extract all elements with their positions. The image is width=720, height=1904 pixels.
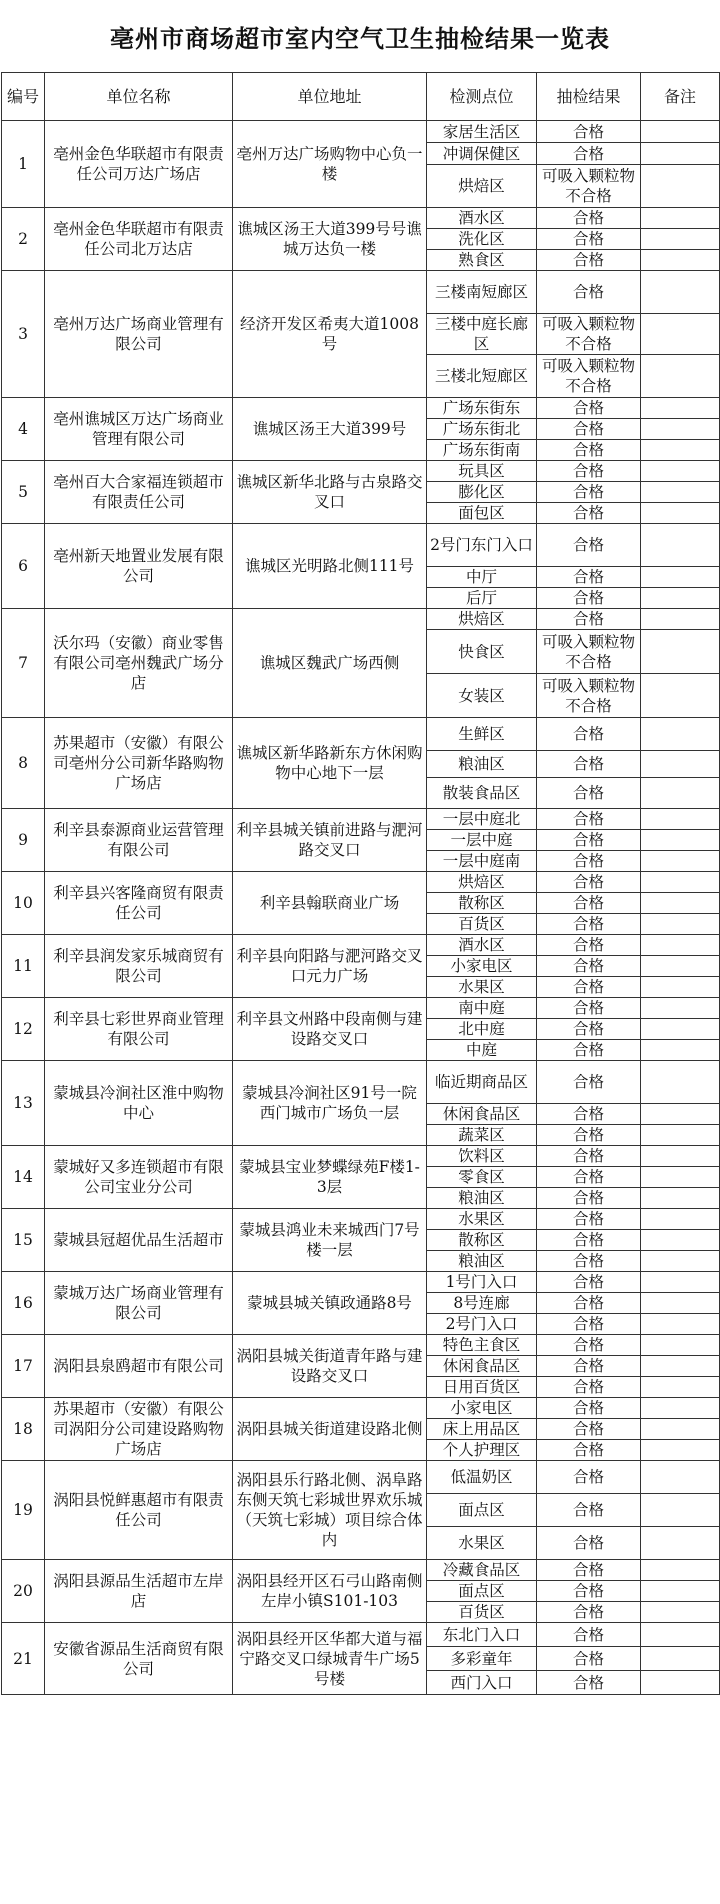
header-result: 抽检结果 [537, 73, 641, 121]
cell-test-point: 百货区 [427, 914, 537, 935]
cell-unit-address: 蒙城县冷涧社区91号一院西门城市广场负一层 [233, 1061, 427, 1146]
cell-result: 可吸入颗粒物不合格 [537, 674, 641, 718]
cell-test-point: 三楼中庭长廊区 [427, 314, 537, 355]
cell-result: 合格 [537, 1377, 641, 1398]
cell-test-point: 百货区 [427, 1602, 537, 1623]
cell-result: 合格 [537, 809, 641, 830]
cell-unit-address: 涡阳县城关街道建设路北侧 [233, 1398, 427, 1461]
cell-remark [641, 419, 720, 440]
cell-test-point: 一层中庭南 [427, 851, 537, 872]
cell-unit-address: 涡阳县经开区华都大道与福宁路交叉口绿城青牛广场5号楼 [233, 1623, 427, 1695]
cell-remark [641, 271, 720, 314]
header-no: 编号 [2, 73, 45, 121]
cell-unit-address: 谯城区汤王大道399号 [233, 398, 427, 461]
cell-remark [641, 1647, 720, 1671]
cell-unit-address: 蒙城县宝业梦蝶绿苑F楼1-3层 [233, 1146, 427, 1209]
cell-unit-name: 蒙城县冷涧社区淮中购物中心 [45, 1061, 233, 1146]
cell-test-point: 散称区 [427, 893, 537, 914]
table-row [2, 872, 720, 893]
cell-remark [641, 503, 720, 524]
cell-result: 合格 [537, 609, 641, 630]
cell-test-point: 1号门入口 [427, 1272, 537, 1293]
cell-no: 20 [2, 1560, 45, 1623]
cell-unit-name: 亳州新天地置业发展有限公司 [45, 524, 233, 609]
cell-no: 6 [2, 524, 45, 609]
cell-unit-name: 涡阳县悦鲜惠超市有限责任公司 [45, 1461, 233, 1560]
cell-unit-name: 亳州金色华联超市有限责任公司万达广场店 [45, 121, 233, 208]
cell-result: 合格 [537, 143, 641, 165]
cell-test-point: 零食区 [427, 1167, 537, 1188]
cell-no: 14 [2, 1146, 45, 1209]
cell-unit-address: 亳州万达广场购物中心负一楼 [233, 121, 427, 208]
cell-test-point: 休闲食品区 [427, 1356, 537, 1377]
cell-remark [641, 461, 720, 482]
cell-remark [641, 1602, 720, 1623]
cell-remark [641, 588, 720, 609]
cell-result: 合格 [537, 1314, 641, 1335]
cell-result: 合格 [537, 588, 641, 609]
cell-result: 合格 [537, 893, 641, 914]
cell-remark [641, 524, 720, 567]
cell-unit-address: 利辛县向阳路与淝河路交叉口元力广场 [233, 935, 427, 998]
cell-remark [641, 1314, 720, 1335]
cell-test-point: 2号门东门入口 [427, 524, 537, 567]
cell-result: 合格 [537, 1230, 641, 1251]
cell-remark [641, 1251, 720, 1272]
cell-remark [641, 1209, 720, 1230]
cell-result: 合格 [537, 1125, 641, 1146]
cell-test-point: 家居生活区 [427, 121, 537, 143]
cell-remark [641, 1671, 720, 1695]
cell-test-point: 烘焙区 [427, 872, 537, 893]
cell-test-point: 面点区 [427, 1581, 537, 1602]
cell-test-point: 蔬菜区 [427, 1125, 537, 1146]
cell-test-point: 一层中庭北 [427, 809, 537, 830]
cell-remark [641, 751, 720, 778]
results-table [1, 72, 720, 1695]
cell-test-point: 东北门入口 [427, 1623, 537, 1647]
cell-remark [641, 1560, 720, 1581]
cell-result: 合格 [537, 914, 641, 935]
cell-result: 合格 [537, 998, 641, 1019]
cell-test-point: 熟食区 [427, 250, 537, 271]
table-row [2, 208, 720, 229]
cell-remark [641, 893, 720, 914]
cell-test-point: 广场东街南 [427, 440, 537, 461]
cell-result: 合格 [537, 419, 641, 440]
cell-result: 合格 [537, 1527, 641, 1560]
cell-remark [641, 1440, 720, 1461]
table-row [2, 935, 720, 956]
cell-test-point: 酒水区 [427, 208, 537, 229]
cell-unit-name: 利辛县润发家乐城商贸有限公司 [45, 935, 233, 998]
cell-result: 合格 [537, 718, 641, 751]
cell-test-point: 洗化区 [427, 229, 537, 250]
cell-result: 合格 [537, 567, 641, 588]
cell-remark [641, 1581, 720, 1602]
cell-remark [641, 1040, 720, 1061]
cell-result: 可吸入颗粒物不合格 [537, 630, 641, 674]
cell-unit-name: 蒙城县冠超优品生活超市 [45, 1209, 233, 1272]
cell-test-point: 女装区 [427, 674, 537, 718]
cell-result: 合格 [537, 1251, 641, 1272]
cell-no: 13 [2, 1061, 45, 1146]
table-row [2, 1461, 720, 1494]
cell-remark [641, 872, 720, 893]
cell-test-point: 水果区 [427, 1527, 537, 1560]
table-row [2, 1272, 720, 1293]
cell-no: 15 [2, 1209, 45, 1272]
table-row [2, 1335, 720, 1356]
cell-unit-name: 利辛县七彩世界商业管理有限公司 [45, 998, 233, 1061]
cell-test-point: 面包区 [427, 503, 537, 524]
cell-unit-address: 利辛县文州路中段南侧与建设路交叉口 [233, 998, 427, 1061]
cell-result: 合格 [537, 956, 641, 977]
table-row [2, 1061, 720, 1104]
cell-test-point: 烘焙区 [427, 165, 537, 208]
cell-result: 合格 [537, 1209, 641, 1230]
cell-remark [641, 1293, 720, 1314]
cell-test-point: 床上用品区 [427, 1419, 537, 1440]
cell-result: 可吸入颗粒物不合格 [537, 314, 641, 355]
cell-remark [641, 1188, 720, 1209]
cell-unit-address: 利辛县翰联商业广场 [233, 872, 427, 935]
cell-test-point: 烘焙区 [427, 609, 537, 630]
cell-unit-name: 涡阳县泉鸥超市有限公司 [45, 1335, 233, 1398]
cell-unit-name: 沃尔玛（安徽）商业零售有限公司亳州魏武广场分店 [45, 609, 233, 718]
cell-result: 合格 [537, 1146, 641, 1167]
cell-test-point: 粮油区 [427, 1188, 537, 1209]
cell-remark [641, 1167, 720, 1188]
cell-test-point: 北中庭 [427, 1019, 537, 1040]
cell-remark [641, 718, 720, 751]
cell-no: 7 [2, 609, 45, 718]
cell-result: 合格 [537, 1188, 641, 1209]
cell-test-point: 面点区 [427, 1494, 537, 1527]
cell-remark [641, 482, 720, 503]
cell-unit-address: 谯城区新华北路与古泉路交叉口 [233, 461, 427, 524]
cell-result: 合格 [537, 1440, 641, 1461]
cell-result: 合格 [537, 229, 641, 250]
cell-unit-name: 亳州万达广场商业管理有限公司 [45, 271, 233, 398]
cell-test-point: 酒水区 [427, 935, 537, 956]
cell-unit-address: 涡阳县城关街道青年路与建设路交叉口 [233, 1335, 427, 1398]
cell-test-point: 8号连廊 [427, 1293, 537, 1314]
cell-no: 17 [2, 1335, 45, 1398]
table-row [2, 524, 720, 567]
cell-unit-address: 蒙城县鸿业未来城西门7号楼一层 [233, 1209, 427, 1272]
cell-remark [641, 935, 720, 956]
header-unit-address: 单位地址 [233, 73, 427, 121]
cell-result: 合格 [537, 1461, 641, 1494]
cell-test-point: 快食区 [427, 630, 537, 674]
cell-remark [641, 1356, 720, 1377]
cell-test-point: 一层中庭 [427, 830, 537, 851]
cell-unit-address: 谯城区魏武广场西侧 [233, 609, 427, 718]
cell-remark [641, 1104, 720, 1125]
cell-test-point: 水果区 [427, 977, 537, 998]
cell-result: 合格 [537, 1167, 641, 1188]
cell-test-point: 特色主食区 [427, 1335, 537, 1356]
cell-remark [641, 1146, 720, 1167]
cell-remark [641, 398, 720, 419]
cell-result: 合格 [537, 1560, 641, 1581]
cell-result: 合格 [537, 1419, 641, 1440]
table-row [2, 121, 720, 143]
cell-test-point: 粮油区 [427, 751, 537, 778]
cell-result: 合格 [537, 1335, 641, 1356]
table-row [2, 718, 720, 751]
cell-remark [641, 609, 720, 630]
cell-result: 合格 [537, 935, 641, 956]
cell-unit-name: 涡阳县源品生活超市左岸店 [45, 1560, 233, 1623]
cell-test-point: 低温奶区 [427, 1461, 537, 1494]
page-title: 亳州市商场超市室内空气卫生抽检结果一览表 [110, 24, 610, 53]
cell-result: 合格 [537, 208, 641, 229]
cell-remark [641, 1419, 720, 1440]
cell-result: 合格 [537, 1356, 641, 1377]
cell-test-point: 广场东街北 [427, 419, 537, 440]
cell-test-point: 冲调保健区 [427, 143, 537, 165]
cell-result: 合格 [537, 461, 641, 482]
cell-result: 合格 [537, 1623, 641, 1647]
cell-remark [641, 809, 720, 830]
cell-test-point: 广场东街东 [427, 398, 537, 419]
cell-test-point: 冷藏食品区 [427, 1560, 537, 1581]
cell-no: 11 [2, 935, 45, 998]
cell-no: 8 [2, 718, 45, 809]
cell-unit-address: 利辛县城关镇前进路与淝河路交叉口 [233, 809, 427, 872]
table-row [2, 1146, 720, 1167]
cell-result: 合格 [537, 121, 641, 143]
cell-remark [641, 1061, 720, 1104]
cell-remark [641, 165, 720, 208]
cell-remark [641, 851, 720, 872]
cell-no: 10 [2, 872, 45, 935]
cell-test-point: 休闲食品区 [427, 1104, 537, 1125]
cell-test-point: 饮料区 [427, 1146, 537, 1167]
cell-test-point: 散称区 [427, 1230, 537, 1251]
cell-remark [641, 143, 720, 165]
cell-remark [641, 121, 720, 143]
cell-unit-name: 亳州金色华联超市有限责任公司北万达店 [45, 208, 233, 271]
cell-remark [641, 674, 720, 718]
cell-test-point: 小家电区 [427, 956, 537, 977]
cell-unit-name: 安徽省源品生活商贸有限公司 [45, 1623, 233, 1695]
cell-test-point: 南中庭 [427, 998, 537, 1019]
cell-result: 合格 [537, 851, 641, 872]
cell-remark [641, 914, 720, 935]
cell-test-point: 水果区 [427, 1209, 537, 1230]
table-row [2, 461, 720, 482]
cell-no: 5 [2, 461, 45, 524]
cell-unit-name: 蒙城好又多连锁超市有限公司宝业分公司 [45, 1146, 233, 1209]
cell-unit-address: 谯城区新华路新东方休闲购物中心地下一层 [233, 718, 427, 809]
cell-test-point: 中厅 [427, 567, 537, 588]
cell-remark [641, 998, 720, 1019]
cell-result: 合格 [537, 751, 641, 778]
cell-result: 合格 [537, 977, 641, 998]
cell-remark [641, 956, 720, 977]
cell-remark [641, 440, 720, 461]
cell-remark [641, 1230, 720, 1251]
cell-result: 合格 [537, 1272, 641, 1293]
cell-remark [641, 355, 720, 398]
cell-result: 合格 [537, 250, 641, 271]
cell-unit-address: 蒙城县城关镇政通路8号 [233, 1272, 427, 1335]
cell-result: 合格 [537, 271, 641, 314]
cell-remark [641, 1398, 720, 1419]
table-row [2, 398, 720, 419]
cell-result: 可吸入颗粒物不合格 [537, 355, 641, 398]
cell-result: 合格 [537, 1647, 641, 1671]
table-row [2, 809, 720, 830]
cell-remark [641, 567, 720, 588]
cell-no: 3 [2, 271, 45, 398]
cell-result: 合格 [537, 524, 641, 567]
cell-test-point: 膨化区 [427, 482, 537, 503]
cell-unit-name: 利辛县兴客隆商贸有限责任公司 [45, 872, 233, 935]
header-remark: 备注 [641, 73, 720, 121]
cell-unit-name: 蒙城万达广场商业管理有限公司 [45, 1272, 233, 1335]
cell-no: 4 [2, 398, 45, 461]
cell-unit-address: 谯城区光明路北侧111号 [233, 524, 427, 609]
cell-result: 合格 [537, 830, 641, 851]
cell-unit-address: 涡阳县经开区石弓山路南侧左岸小镇S101-103 [233, 1560, 427, 1623]
cell-remark [641, 1019, 720, 1040]
table-body [2, 121, 720, 1695]
cell-result: 合格 [537, 1061, 641, 1104]
cell-result: 合格 [537, 1671, 641, 1695]
cell-no: 21 [2, 1623, 45, 1695]
cell-test-point: 散装食品区 [427, 778, 537, 809]
cell-test-point: 粮油区 [427, 1251, 537, 1272]
table-row [2, 609, 720, 630]
cell-remark [641, 1461, 720, 1494]
cell-remark [641, 1623, 720, 1647]
table-row [2, 1209, 720, 1230]
cell-result: 合格 [537, 1104, 641, 1125]
cell-remark [641, 314, 720, 355]
cell-result: 合格 [537, 1581, 641, 1602]
header-test-point: 检测点位 [427, 73, 537, 121]
cell-no: 2 [2, 208, 45, 271]
cell-remark [641, 1125, 720, 1146]
cell-test-point: 日用百货区 [427, 1377, 537, 1398]
cell-result: 合格 [537, 778, 641, 809]
cell-result: 合格 [537, 1398, 641, 1419]
table-row [2, 998, 720, 1019]
cell-test-point: 2号门入口 [427, 1314, 537, 1335]
cell-result: 合格 [537, 1040, 641, 1061]
cell-unit-address: 涡阳县乐行路北侧、涡阜路东侧天筑七彩城世界欢乐城（天筑七彩城）项目综合体内 [233, 1461, 427, 1560]
cell-result: 合格 [537, 398, 641, 419]
table-row [2, 1560, 720, 1581]
cell-no: 19 [2, 1461, 45, 1560]
cell-unit-address: 经济开发区希夷大道1008号 [233, 271, 427, 398]
cell-test-point: 后厅 [427, 588, 537, 609]
cell-remark [641, 1377, 720, 1398]
cell-test-point: 三楼北短廊区 [427, 355, 537, 398]
cell-result: 合格 [537, 1494, 641, 1527]
cell-result: 可吸入颗粒物不合格 [537, 165, 641, 208]
cell-test-point: 临近期商品区 [427, 1061, 537, 1104]
cell-result: 合格 [537, 1293, 641, 1314]
table-row [2, 271, 720, 314]
cell-test-point: 小家电区 [427, 1398, 537, 1419]
table-row [2, 1398, 720, 1419]
cell-remark [641, 1272, 720, 1293]
cell-remark [641, 1527, 720, 1560]
cell-unit-name: 利辛县泰源商业运营管理有限公司 [45, 809, 233, 872]
cell-test-point: 个人护理区 [427, 1440, 537, 1461]
cell-test-point: 中庭 [427, 1040, 537, 1061]
cell-remark [641, 977, 720, 998]
cell-result: 合格 [537, 1602, 641, 1623]
cell-result: 合格 [537, 872, 641, 893]
cell-result: 合格 [537, 503, 641, 524]
table-row [2, 1623, 720, 1647]
cell-remark [641, 778, 720, 809]
cell-test-point: 三楼南短廊区 [427, 271, 537, 314]
cell-test-point: 生鲜区 [427, 718, 537, 751]
cell-result: 合格 [537, 440, 641, 461]
cell-remark [641, 830, 720, 851]
cell-remark [641, 208, 720, 229]
cell-unit-name: 苏果超市（安徽）有限公司亳州分公司新华路购物广场店 [45, 718, 233, 809]
cell-unit-address: 谯城区汤王大道399号号谯城万达负一楼 [233, 208, 427, 271]
cell-unit-name: 亳州谯城区万达广场商业管理有限公司 [45, 398, 233, 461]
header-unit-name: 单位名称 [45, 73, 233, 121]
cell-remark [641, 250, 720, 271]
cell-unit-name: 苏果超市（安徽）有限公司涡阳分公司建设路购物广场店 [45, 1398, 233, 1461]
cell-no: 16 [2, 1272, 45, 1335]
cell-remark [641, 630, 720, 674]
cell-no: 9 [2, 809, 45, 872]
cell-result: 合格 [537, 482, 641, 503]
cell-remark [641, 1335, 720, 1356]
cell-test-point: 多彩童年 [427, 1647, 537, 1671]
cell-remark [641, 229, 720, 250]
table-header-row [2, 73, 720, 121]
cell-test-point: 玩具区 [427, 461, 537, 482]
cell-no: 1 [2, 121, 45, 208]
cell-no: 12 [2, 998, 45, 1061]
cell-no: 18 [2, 1398, 45, 1461]
cell-remark [641, 1494, 720, 1527]
cell-result: 合格 [537, 1019, 641, 1040]
cell-test-point: 西门入口 [427, 1671, 537, 1695]
cell-unit-name: 亳州百大合家福连锁超市有限责任公司 [45, 461, 233, 524]
